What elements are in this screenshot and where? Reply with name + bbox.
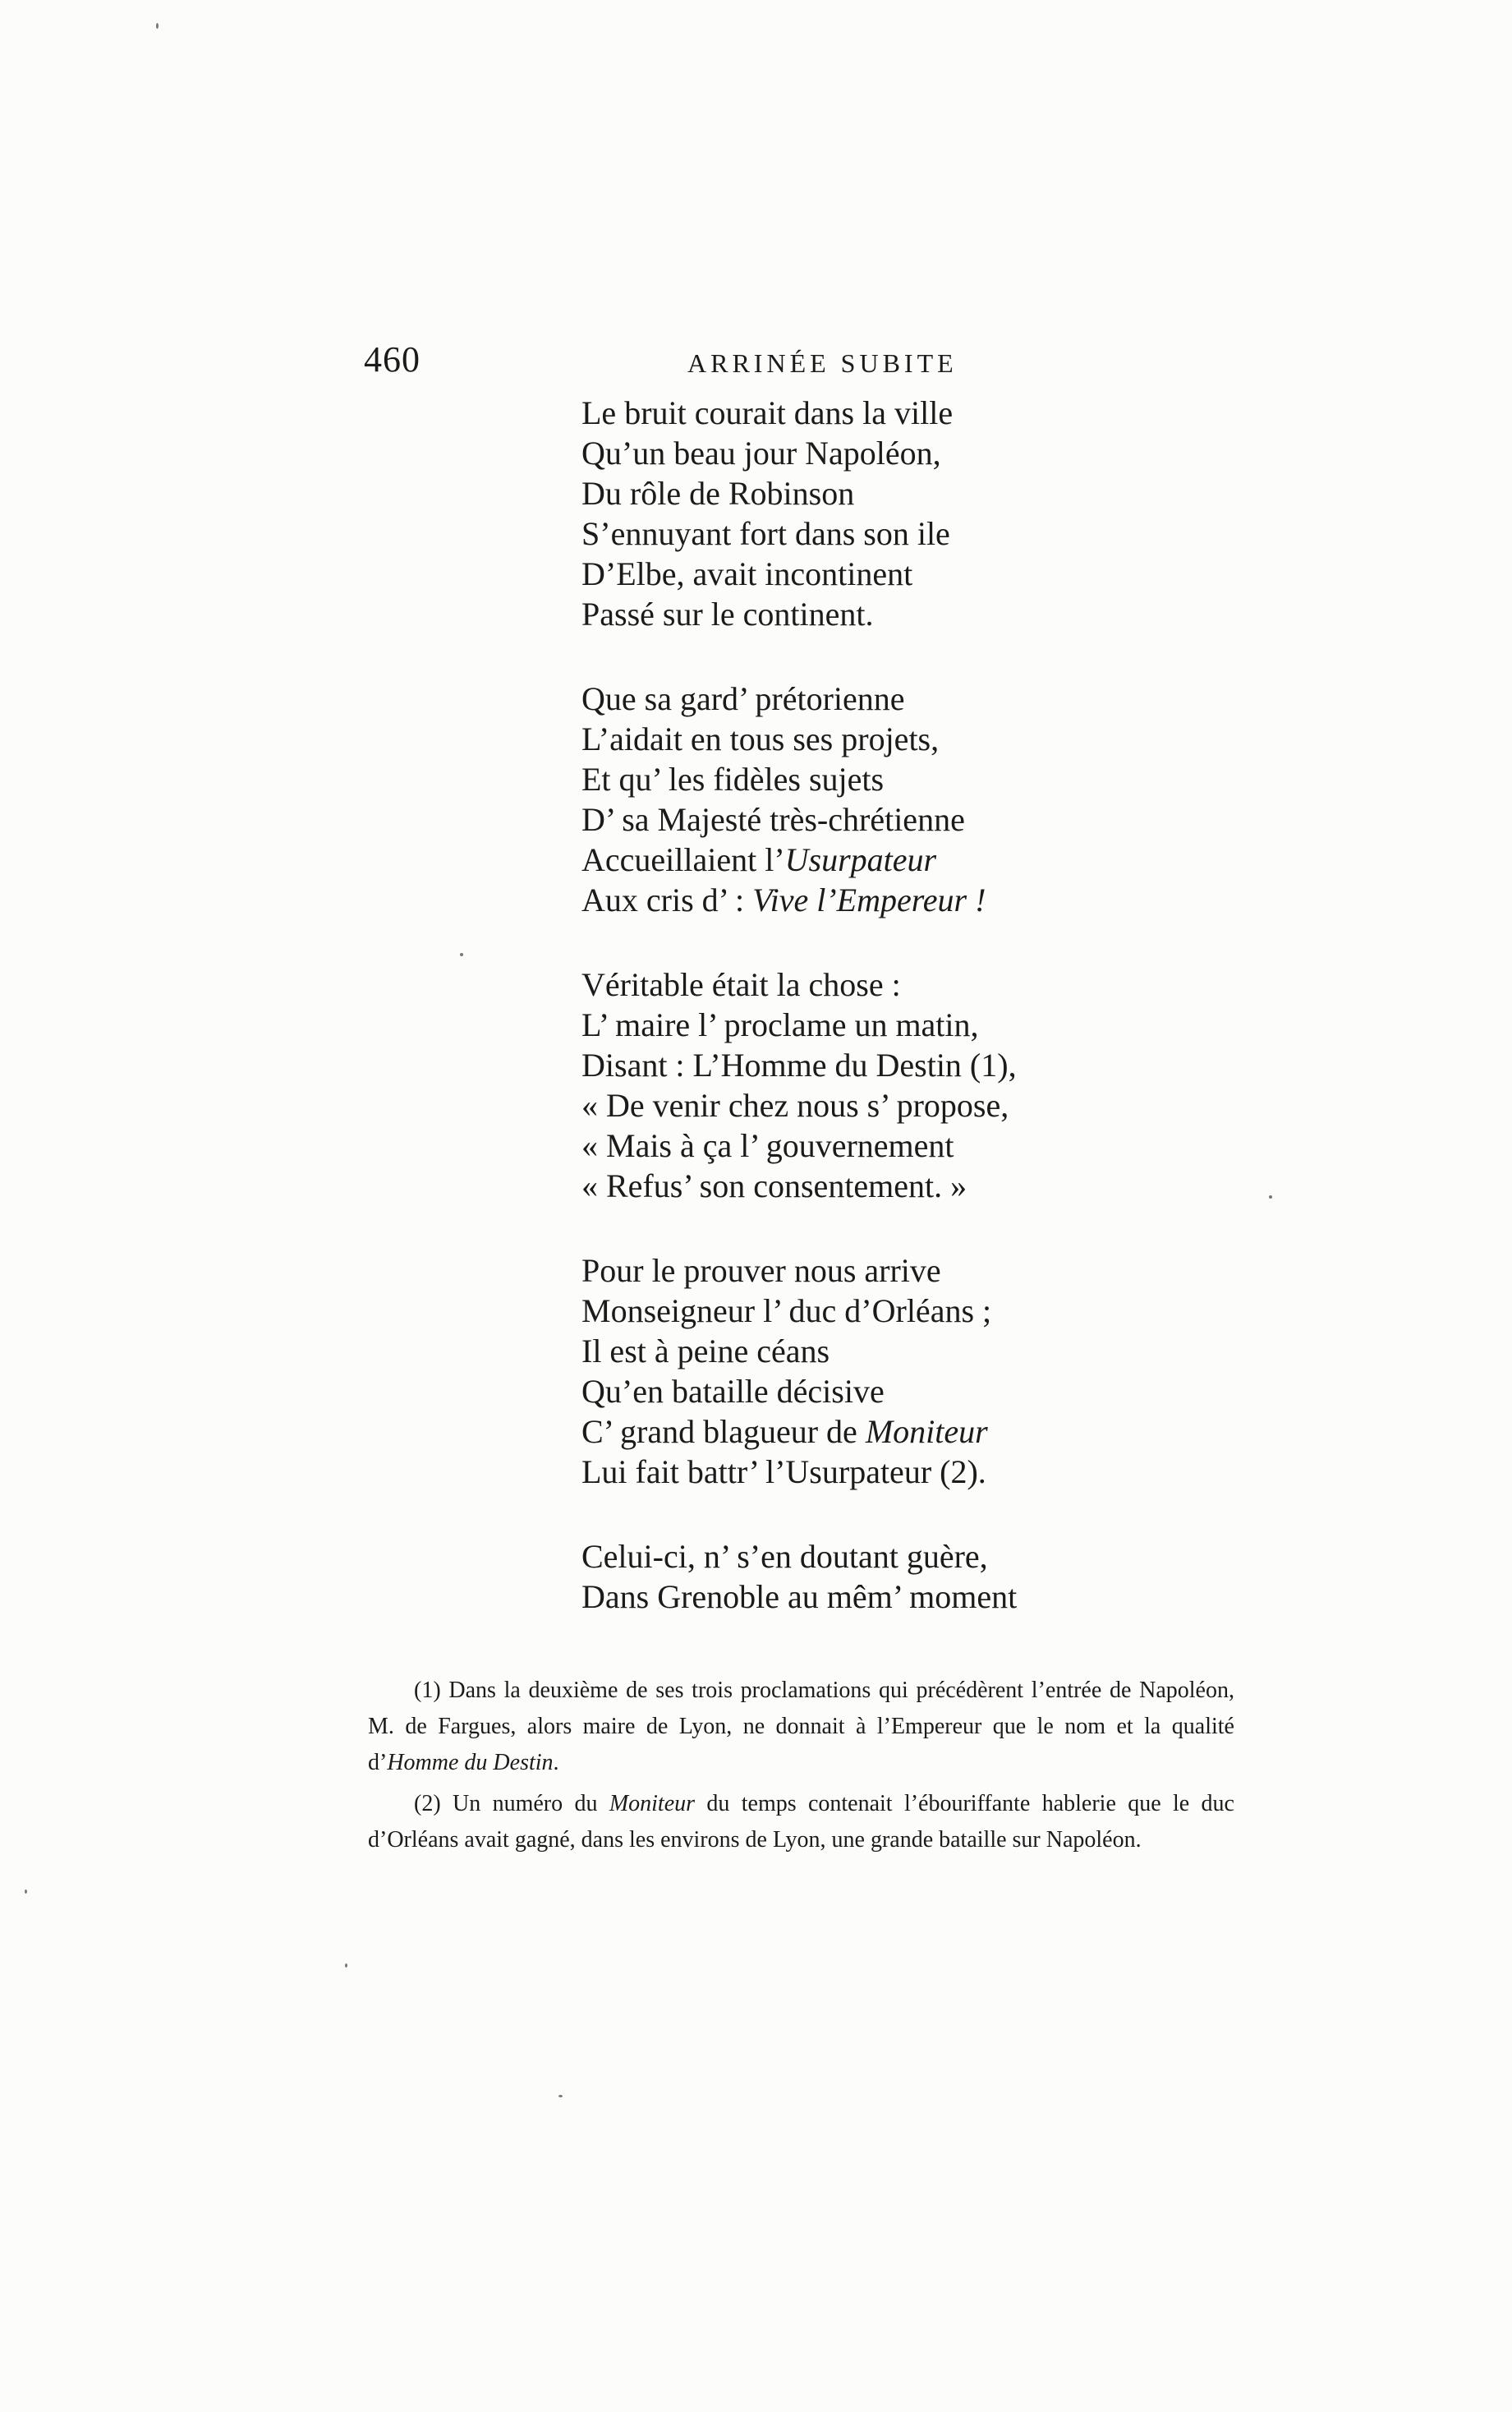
scan-speck	[156, 23, 159, 29]
verse-line: D’ sa Majesté très-chrétienne	[581, 801, 965, 838]
verse-line: « Refus’ son consentement. »	[581, 1167, 967, 1204]
stanza-2	[581, 679, 1091, 920]
verse-line: Dans Grenoble au mêm’ moment	[581, 1578, 1018, 1615]
footnote-2	[368, 1786, 1234, 1858]
footnote-1	[368, 1673, 1234, 1781]
scan-speck	[460, 953, 463, 956]
poem	[581, 393, 1091, 1617]
footnote-text: .	[553, 1750, 559, 1775]
verse-line: Le bruit courait dans la ville	[581, 394, 954, 431]
verse-line: Lui fait battr’ l’Usurpateur (2).	[581, 1453, 986, 1490]
verse-line	[581, 840, 1091, 880]
running-title: ARRINÉE SUBITE	[687, 348, 958, 378]
verse-line: L’ maire l’ proclame un matin,	[581, 1006, 979, 1043]
scan-speck	[345, 1963, 347, 1968]
verse-line: Qu’en bataille décisive	[581, 1373, 885, 1410]
verse-line: Du rôle de Robinson	[581, 475, 855, 512]
stanza-5	[581, 1536, 1091, 1617]
verse-line	[581, 1411, 1091, 1452]
verse-text: Accueillaient l’	[581, 841, 785, 878]
verse-line: Monseigneur l’ duc d’Orléans ;	[581, 1292, 992, 1329]
italic-text: Usurpateur	[784, 841, 937, 878]
italic-text: Homme du Destin	[387, 1750, 554, 1775]
verse-line: Qu’un beau jour Napoléon,	[581, 435, 941, 472]
verse-line: S’ennuyant fort dans son ile	[581, 515, 950, 552]
italic-text: Moniteur	[865, 1413, 988, 1450]
italic-text: Vive l’Empereur !	[752, 881, 986, 918]
verse-line: Véritable était la chose :	[581, 966, 901, 1003]
scan-speck	[558, 2095, 563, 2097]
verse-line: Pour le prouver nous arrive	[581, 1252, 941, 1289]
scan-speck	[1269, 1195, 1272, 1199]
scan-speck	[25, 1890, 27, 1894]
verse-line	[581, 880, 1091, 920]
italic-text: Moniteur	[609, 1791, 696, 1816]
verse-line: L’aidait en tous ses projets,	[581, 720, 940, 757]
verse-text: C’ grand blagueur de	[581, 1413, 866, 1450]
verse-line: « Mais à ça l’ gouvernement	[581, 1127, 954, 1164]
verse-line: Il est à peine céans	[581, 1333, 830, 1369]
verse-text: Aux cris d’ :	[581, 881, 753, 918]
verse-line: D’Elbe, avait incontinent	[581, 555, 913, 592]
stanza-3	[581, 964, 1091, 1206]
verse-line: Celui-ci, n’ s’en doutant guère,	[581, 1538, 988, 1575]
verse-line: Passé sur le continent.	[581, 596, 874, 633]
page-number: 460	[364, 339, 421, 380]
footnote-text: (1) Dans la deuxième de ses trois proclamations qui précédèrent l’entrée de Napoléon, M. de Fargues, alors maire de Lyon, ne donnait à l’Empereur que le nom et la qualité d’	[368, 1678, 1234, 1775]
verse-line: Et qu’ les fidèles sujets	[581, 761, 885, 798]
verse-line: Disant : L’Homme du Destin (1),	[581, 1047, 1017, 1084]
footnote-text: (2) Un numéro du	[414, 1791, 609, 1816]
footnotes	[368, 1673, 1234, 1863]
stanza-4	[581, 1250, 1091, 1492]
footnote-text: du temps contenait l’ébouriffante hablerie que le duc d’Orléans avait gagné, dans les environs de Lyon, une grande bataille sur Napoléon.	[368, 1791, 1234, 1853]
verse-line: « De venir chez nous s’ propose,	[581, 1087, 1009, 1124]
verse-line: Que sa gard’ prétorienne	[581, 680, 905, 717]
stanza-1	[581, 393, 1091, 634]
